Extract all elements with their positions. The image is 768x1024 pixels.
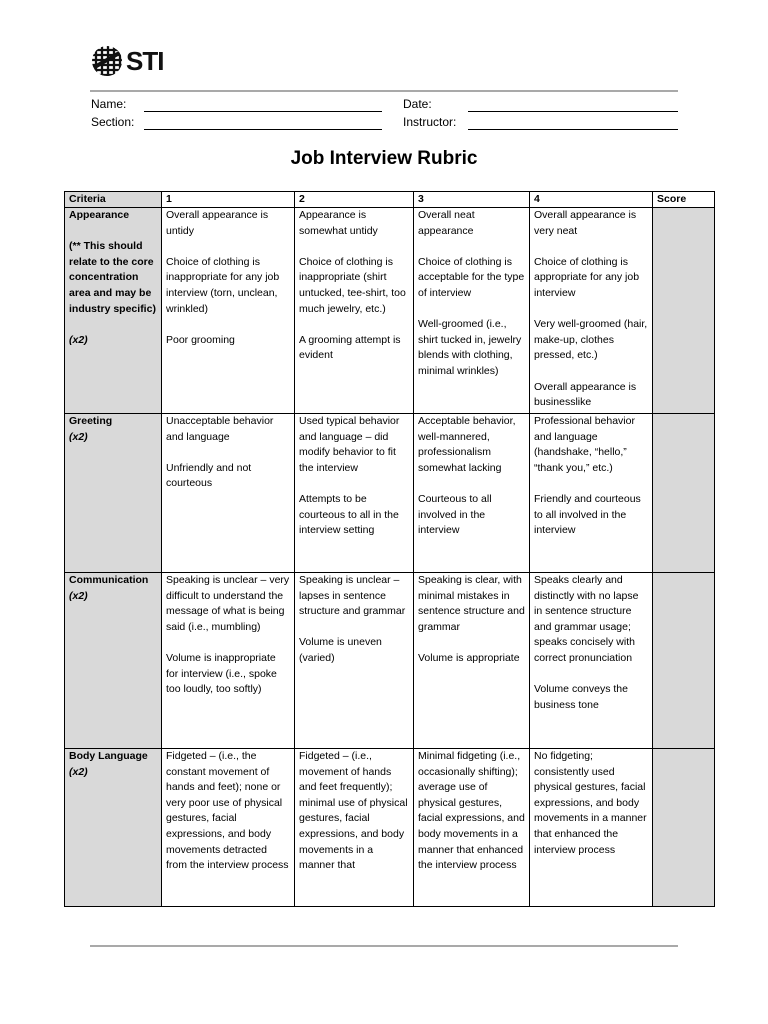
rating-cell-1 bbox=[162, 208, 295, 414]
name-label: Name: bbox=[91, 97, 127, 111]
descriptor-text: Fidgeted – (i.e., the constant movement of hands and feet); none or very poor use of physical gestures, facial expressions, and body movements detracted from the interview process bbox=[166, 750, 289, 872]
descriptor-text: Overall appearance is businesslike bbox=[534, 380, 637, 409]
rating-cell-1 bbox=[162, 749, 295, 907]
page-title: Job Interview Rubric bbox=[290, 148, 478, 169]
score-cell[interactable] bbox=[653, 573, 715, 749]
criteria-cell-body-language bbox=[65, 749, 162, 907]
score-cell[interactable] bbox=[653, 749, 715, 907]
rating-cell-4 bbox=[530, 749, 653, 907]
table-row-greeting bbox=[65, 414, 715, 573]
rating-cell-2 bbox=[295, 414, 414, 573]
descriptor-text: Volume is appropriate bbox=[418, 651, 520, 664]
date-label: Date: bbox=[403, 97, 432, 111]
criteria-name: Body Language bbox=[69, 750, 148, 762]
descriptor-text: Acceptable behavior, well-mannered, professionalism somewhat lacking bbox=[418, 415, 516, 474]
score-cell[interactable] bbox=[653, 414, 715, 573]
criteria-multiplier: (x2) bbox=[69, 589, 88, 602]
table-header-row bbox=[65, 192, 715, 208]
column-header-2: 2 bbox=[295, 192, 414, 208]
rating-cell-4 bbox=[530, 573, 653, 749]
footer-rule bbox=[90, 945, 678, 947]
rating-cell-4 bbox=[530, 414, 653, 573]
rating-cell-1 bbox=[162, 573, 295, 749]
rating-cell-3 bbox=[414, 208, 530, 414]
rating-cell-1 bbox=[162, 414, 295, 573]
descriptor-text: Choice of clothing is inappropriate for any job interview (torn, unclean, wrinkled) bbox=[166, 255, 280, 315]
criteria-name: Communication bbox=[69, 574, 149, 586]
sti-logo bbox=[90, 44, 163, 78]
descriptor-text: Overall neat appearance bbox=[418, 209, 475, 237]
criteria-multiplier: (x2) bbox=[69, 765, 88, 778]
criteria-multiplier: (x2) bbox=[69, 333, 88, 346]
table-row-appearance bbox=[65, 208, 715, 414]
criteria-cell-greeting bbox=[65, 414, 162, 573]
descriptor-text: Unacceptable behavior and language bbox=[166, 415, 274, 443]
date-field[interactable] bbox=[468, 111, 678, 112]
criteria-name: Greeting bbox=[69, 415, 113, 427]
descriptor-text: Courteous to all involved in the interview bbox=[418, 492, 492, 537]
column-header-3: 3 bbox=[414, 192, 530, 208]
rubric-table bbox=[64, 191, 715, 907]
descriptor-text: No fidgeting; consistently used physical gestures, facial expressions, and body movements in a manner that enhanced the interview process bbox=[534, 750, 647, 856]
descriptor-text: Choice of clothing is acceptable for the type of interview bbox=[418, 255, 525, 299]
descriptor-text: Overall appearance is untidy bbox=[166, 209, 269, 237]
descriptor-text: Well-groomed (i.e., shirt tucked in, jewelry blends with clothing, minimal wrinkles) bbox=[418, 318, 522, 377]
descriptor-text: Speaking is unclear – lapses in sentence structure and grammar bbox=[299, 574, 406, 618]
column-header-1: 1 bbox=[162, 192, 295, 208]
globe-icon bbox=[90, 44, 124, 78]
rating-cell-3 bbox=[414, 749, 530, 907]
rating-cell-2 bbox=[295, 208, 414, 414]
descriptor-text: Speaking is clear, with minimal mistakes in sentence structure and grammar bbox=[418, 574, 525, 633]
descriptor-text: Fidgeted – (i.e., movement of hands and feet frequently); minimal use of physical gestures, facial expressions, and body movements in a manner that bbox=[299, 750, 408, 872]
descriptor-text: Appearance is somewhat untidy bbox=[299, 209, 378, 237]
descriptor-text: Professional behavior and language (handshake, “hello,” “thank you,” etc.) bbox=[534, 415, 635, 474]
descriptor-text: Choice of clothing is inappropriate (shirt untucked, tee-shirt, too much jewelry, etc.) bbox=[299, 255, 406, 315]
section-field[interactable] bbox=[144, 129, 382, 130]
table-row-communication bbox=[65, 573, 715, 749]
rating-cell-2 bbox=[295, 573, 414, 749]
descriptor-text: Friendly and courteous to all involved in the interview bbox=[534, 492, 641, 537]
rating-cell-3 bbox=[414, 414, 530, 573]
descriptor-text: Volume is inappropriate for interview (i.e., spoke too loudly, too softly) bbox=[166, 651, 277, 696]
column-header-score: Score bbox=[653, 192, 715, 208]
criteria-multiplier: (x2) bbox=[69, 430, 88, 443]
descriptor-text: Speaks clearly and distinctly with no lapse in sentence structure and grammar usage; speaks concisely with correct pronunciation bbox=[534, 574, 639, 664]
descriptor-text: Speaking is unclear – very difficult to understand the message of what is being said (i.e., mumbling) bbox=[166, 574, 290, 633]
rating-cell-4 bbox=[530, 208, 653, 414]
rating-cell-2 bbox=[295, 749, 414, 907]
descriptor-text: Unfriendly and not courteous bbox=[166, 461, 252, 490]
instructor-field[interactable] bbox=[468, 129, 678, 130]
header-rule bbox=[90, 90, 678, 92]
column-header-4: 4 bbox=[530, 192, 653, 208]
descriptor-text: Choice of clothing is appropriate for any job interview bbox=[534, 255, 640, 299]
criteria-name: Appearance bbox=[69, 209, 130, 221]
score-cell[interactable] bbox=[653, 208, 715, 414]
instructor-label: Instructor: bbox=[403, 115, 457, 129]
criteria-note: (** This should relate to the core concentration area and may be industry specific) bbox=[69, 240, 156, 315]
descriptor-text: Volume is uneven (varied) bbox=[299, 636, 382, 664]
rating-cell-3 bbox=[414, 573, 530, 749]
criteria-cell-appearance bbox=[65, 208, 162, 414]
descriptor-text: Used typical behavior and language – did modify behavior to fit the interview bbox=[299, 415, 400, 474]
descriptor-text: Overall appearance is very neat bbox=[534, 209, 637, 237]
descriptor-text: Poor grooming bbox=[166, 333, 235, 346]
name-field[interactable] bbox=[144, 111, 382, 112]
descriptor-text: Volume conveys the business tone bbox=[534, 683, 628, 711]
descriptor-text: Attempts to be courteous to all in the interview setting bbox=[299, 492, 399, 537]
column-header-criteria: Criteria bbox=[65, 192, 162, 208]
logo-text: STI bbox=[126, 45, 164, 76]
descriptor-text: Very well-groomed (hair, make-up, clothes pressed, etc.) bbox=[534, 318, 648, 362]
criteria-cell-communication bbox=[65, 573, 162, 749]
descriptor-text: Minimal fidgeting (i.e., occasionally shifting); average use of physical gestures, facial expressions, and body movements in a manner that enhanced the interview process bbox=[418, 750, 525, 872]
section-label: Section: bbox=[91, 115, 135, 129]
table-row-body-language bbox=[65, 749, 715, 907]
descriptor-text: A grooming attempt is evident bbox=[299, 333, 401, 362]
